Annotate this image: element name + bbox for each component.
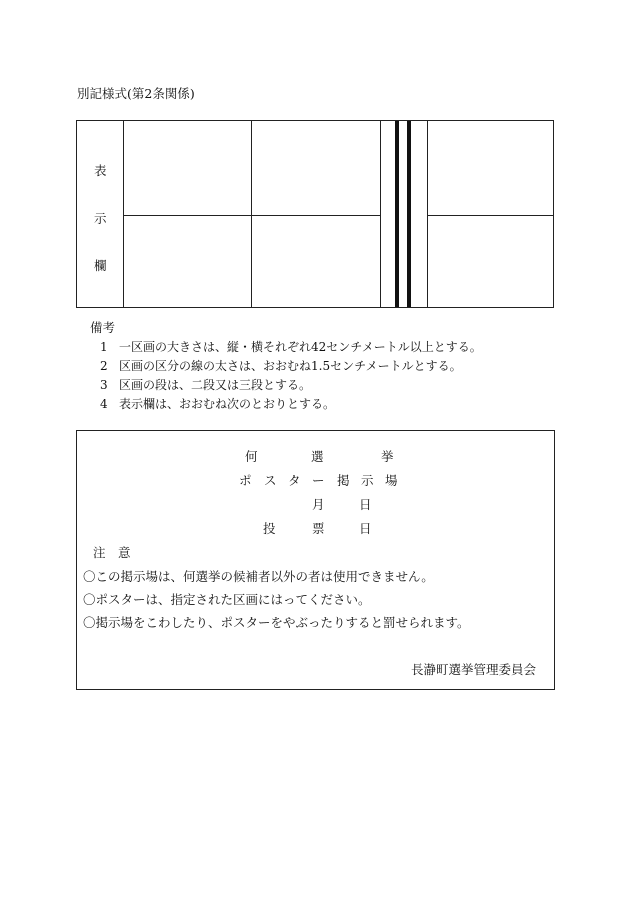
note-text: 一区画の大きさは、縦・横それぞれ42センチメートル以上とする。 [119,340,482,354]
election-name-char: 何 [245,449,258,464]
display-column-label-char: 欄 [94,258,107,273]
note-item [100,395,335,412]
date-char: 日 [359,497,372,512]
grid-vline [123,121,124,307]
notes-title: 備考 [90,320,116,335]
poster-board-title-char: ー [312,473,325,488]
note-number: 4 [100,397,108,411]
caution-item: 〇ポスターは、指定された区画にはってください。 [83,592,371,607]
poster-board-title-char: タ [288,473,301,488]
display-column-label-char: 表 [94,163,107,178]
note-number: 2 [100,359,108,373]
section-divider-thick [407,121,411,307]
display-sample-box [76,430,555,690]
grid-hline [123,215,380,216]
caution-title: 注 意 [93,545,131,560]
voting-day-char: 票 [312,521,325,536]
grid-hline [427,215,553,216]
note-number: 1 [100,340,108,354]
poster-board-title-char: 掲 [337,473,350,488]
poster-board-title-char: 場 [385,473,398,488]
voting-day-char: 日 [359,521,372,536]
grid-vline [380,121,381,307]
note-item [100,357,462,374]
election-name-char: 選 [311,449,324,464]
note-text: 区画の段は、二段又は三段とする。 [119,378,312,392]
display-column-label-char: 示 [94,211,107,226]
organization-name: 長瀞町選挙管理委員会 [410,662,536,677]
note-number: 3 [100,378,108,392]
date-char: 月 [312,497,325,512]
note-item [100,338,482,355]
form-heading: 別記様式(第2条関係) [77,86,195,101]
caution-item: 〇この掲示場は、何選挙の候補者以外の者は使用できません。 [83,569,434,584]
note-text: 区画の区分の線の太さは、おおむね1.5センチメートルとする。 [119,359,462,373]
poster-board-title-char: ス [264,473,277,488]
grid-vline [427,121,428,307]
voting-day-char: 投 [263,521,276,536]
section-divider-thick [395,121,399,307]
note-text: 表示欄は、おおむね次のとおりとする。 [119,397,336,411]
poster-board-title-char: 示 [361,473,374,488]
election-name-char: 挙 [381,449,394,464]
grid-vline [251,121,252,307]
poster-board-title-char: ポ [239,473,252,488]
caution-item: 〇掲示場をこわしたり、ポスターをやぶったりすると罰せられます。 [83,615,470,630]
poster-board-diagram [76,120,554,308]
note-item [100,376,311,393]
